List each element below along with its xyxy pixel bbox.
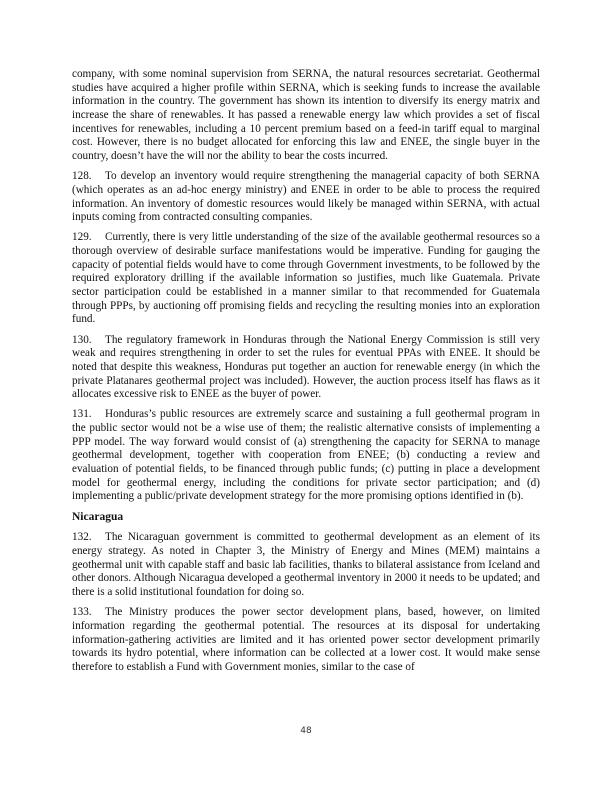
paragraph-text: To develop an inventory would require strengthening the managerial capacity of both SERNA (which operates as an ad-hoc energy ministry) and ENEE in order to be able to process the required information. An inventory of domestic resources would likely be managed within SERNA, with actual inputs coming from contracted consulting companies. bbox=[72, 170, 540, 224]
paragraph-131 bbox=[72, 408, 540, 504]
paragraph-text: Currently, there is very little understanding of the size of the available geothermal resources so a thorough overview of desirable surface manifestations would be imperative. Funding for gauging the capacity of potential fields would have to come through Government investments, to be followed by the required exploratory drilling if the available information so justifies, much like Guatemala. Private sector participation could be established in a manner similar to that recommended for Guatemala through PPPs, by auctioning off promising fields and recycling the resulting monies into an exploration fund. bbox=[72, 231, 540, 326]
paragraph-129 bbox=[72, 231, 540, 327]
page-number: 48 bbox=[300, 726, 312, 736]
section-heading-nicaragua: Nicaragua bbox=[72, 510, 124, 523]
paragraph-130 bbox=[72, 334, 540, 402]
paragraph-133 bbox=[72, 606, 540, 674]
paragraph-128 bbox=[72, 170, 540, 225]
paragraph-number: 131. bbox=[72, 408, 92, 421]
paragraph-number: 129. bbox=[72, 231, 92, 244]
paragraph-text: The regulatory framework in Honduras through the National Energy Commission is still very weak and requires strengthening in order to set the rules for eventual PPAs with ENEE. It should be noted that despite this weakness, Honduras put together an auction for renewable energy (in which the private Platanares geothermal project was included). However, the auction process itself has flaws as it allocates excessive risk to ENEE as the buyer of power. bbox=[72, 333, 540, 401]
paragraph-number: 130. bbox=[72, 333, 92, 346]
paragraph-text: The Nicaraguan government is committed to geothermal development as an element of its energy strategy. As noted in Chapter 3, the Ministry of Energy and Mines (MEM) maintains a geothermal unit with capable staff and basic lab facilities, thanks to bilateral assistance from Iceland and other donors. Although Nicaragua developed a geothermal inventory in 2000 it needs to be updated; and there is a solid institutional foundation for doing so. bbox=[72, 531, 540, 598]
paragraph-132 bbox=[72, 531, 540, 599]
paragraph-text: Honduras’s public resources are extremely scarce and sustaining a full geothermal program in the public sector would not be a wise use of them; the realistic alternative consists of implementing a PPP model. The way forward would consist of (a) strengthening the capacity for SERNA to manage geothermal development, together with cooperation from ENEE; (b) conducting a review and evaluation of potential fields, to be financed through public funds; (c) putting in place a development model for geothermal energy, including the conditions for private sector participation; and (d) implementing a public/private development strategy for the more promising options identified in (b). bbox=[72, 408, 540, 503]
paragraph-continuation bbox=[72, 68, 540, 164]
paragraph-number: 128. bbox=[72, 170, 92, 183]
paragraph-text: The Ministry produces the power sector development plans, based, however, on limited information regarding the geothermal potential. The resources at its disposal for undertaking information-gathering activities are limited and it has oriented power sector development primarily towards its hydro potential, where information can be collected at a lower cost. It would make sense therefore to establish a Fund with Government monies, similar to the case of bbox=[72, 606, 540, 673]
paragraph-number: 133. bbox=[72, 606, 92, 619]
paragraph-number: 132. bbox=[72, 531, 92, 544]
paragraph-text: company, with some nominal supervision from SERNA, the natural resources secretariat. Geothermal studies have acquired a higher profile within SERNA, which is seeking funds to increase the available information in the country. The government has shown its intention to diversify its energy matrix and increase the share of renewables. It has passed a renewable energy law which provides a set of fiscal incentives for renewables, including a 10 percent premium based on a feed-in tariff equal to marginal cost. However, there is no budget allocated for enforcing this law and ENEE, the single buyer in the country, doesn’t have the will nor the ability to bear the costs incurred. bbox=[72, 68, 540, 162]
page-body bbox=[72, 68, 540, 681]
